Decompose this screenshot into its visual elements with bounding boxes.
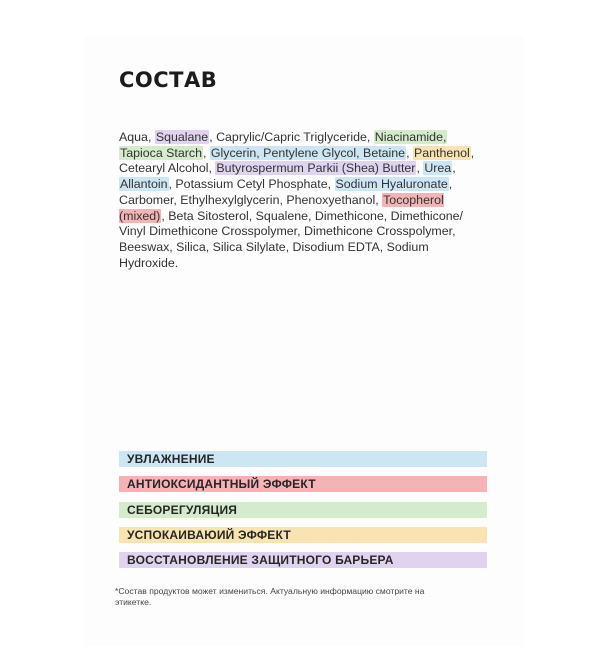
legend-item: УСПОКАИВАЮИЙ ЭФФЕКТ bbox=[119, 527, 487, 543]
highlighted-ingredient: Squalane bbox=[155, 130, 209, 144]
highlighted-ingredient: Panthenol bbox=[413, 145, 470, 160]
ingredient-text: , bbox=[452, 161, 456, 176]
ingredient-text: , bbox=[202, 145, 210, 160]
ingredient-text: , bbox=[416, 161, 424, 176]
highlighted-ingredient: Allantoin bbox=[120, 177, 168, 192]
highlighted-ingredient: Glycerin, Pentylene Glycol, Betaine bbox=[210, 145, 406, 160]
ingredient-text: , Carbomer, Ethylhexylglycerin, Phenoxyethanol, bbox=[119, 177, 453, 207]
highlighted-ingredient: Niacinamide, bbox=[374, 130, 447, 144]
highlighted-ingredient: Urea bbox=[424, 161, 452, 176]
page-title: СОСТАВ bbox=[119, 68, 218, 92]
ingredient-text: , bbox=[406, 145, 413, 160]
highlighted-ingredient: Sodium Hyaluronate bbox=[335, 177, 448, 192]
ingredient-text: , Caprylic/Capric Triglyceride, bbox=[209, 130, 374, 144]
ingredient-text: , Beta Sitosterol, Squalene, Dimethicone, Dimethicone/ Vinyl Dimethicone Crosspolymer, Dimethicone Crosspolymer, Beeswax, Silica, Silica Silylate, Disodium EDTA, Sodium Hydroxide. bbox=[119, 208, 463, 270]
footnote: *Состав продуктов может измениться. Актуальную информацию смотрите на этикетке. bbox=[115, 586, 425, 607]
ingredients-list bbox=[119, 130, 491, 271]
highlighted-ingredient: Tapioca Starch bbox=[120, 145, 202, 160]
highlighted-ingredient: Butyrospermum Parkii (Shea) Butter bbox=[216, 161, 416, 176]
highlighted-ingredient: Tocopherol (mixed) bbox=[119, 192, 444, 223]
legend-item: СЕБОРЕГУЛЯЦИЯ bbox=[119, 502, 487, 518]
ingredient-text: , Cetearyl Alcohol, bbox=[119, 145, 475, 176]
ingredient-text: , Potassium Cetyl Phosphate, bbox=[168, 177, 335, 192]
legend bbox=[119, 451, 487, 577]
ingredient-text: Aqua, bbox=[119, 130, 155, 144]
legend-item: УВЛАЖНЕНИЕ bbox=[119, 451, 487, 467]
legend-item: АНТИОКСИДАНТНЫЙ ЭФФЕКТ bbox=[119, 476, 487, 492]
legend-item: ВОССТАНОВЛЕНИЕ ЗАЩИТНОГО БАРЬЕРА bbox=[119, 552, 487, 568]
